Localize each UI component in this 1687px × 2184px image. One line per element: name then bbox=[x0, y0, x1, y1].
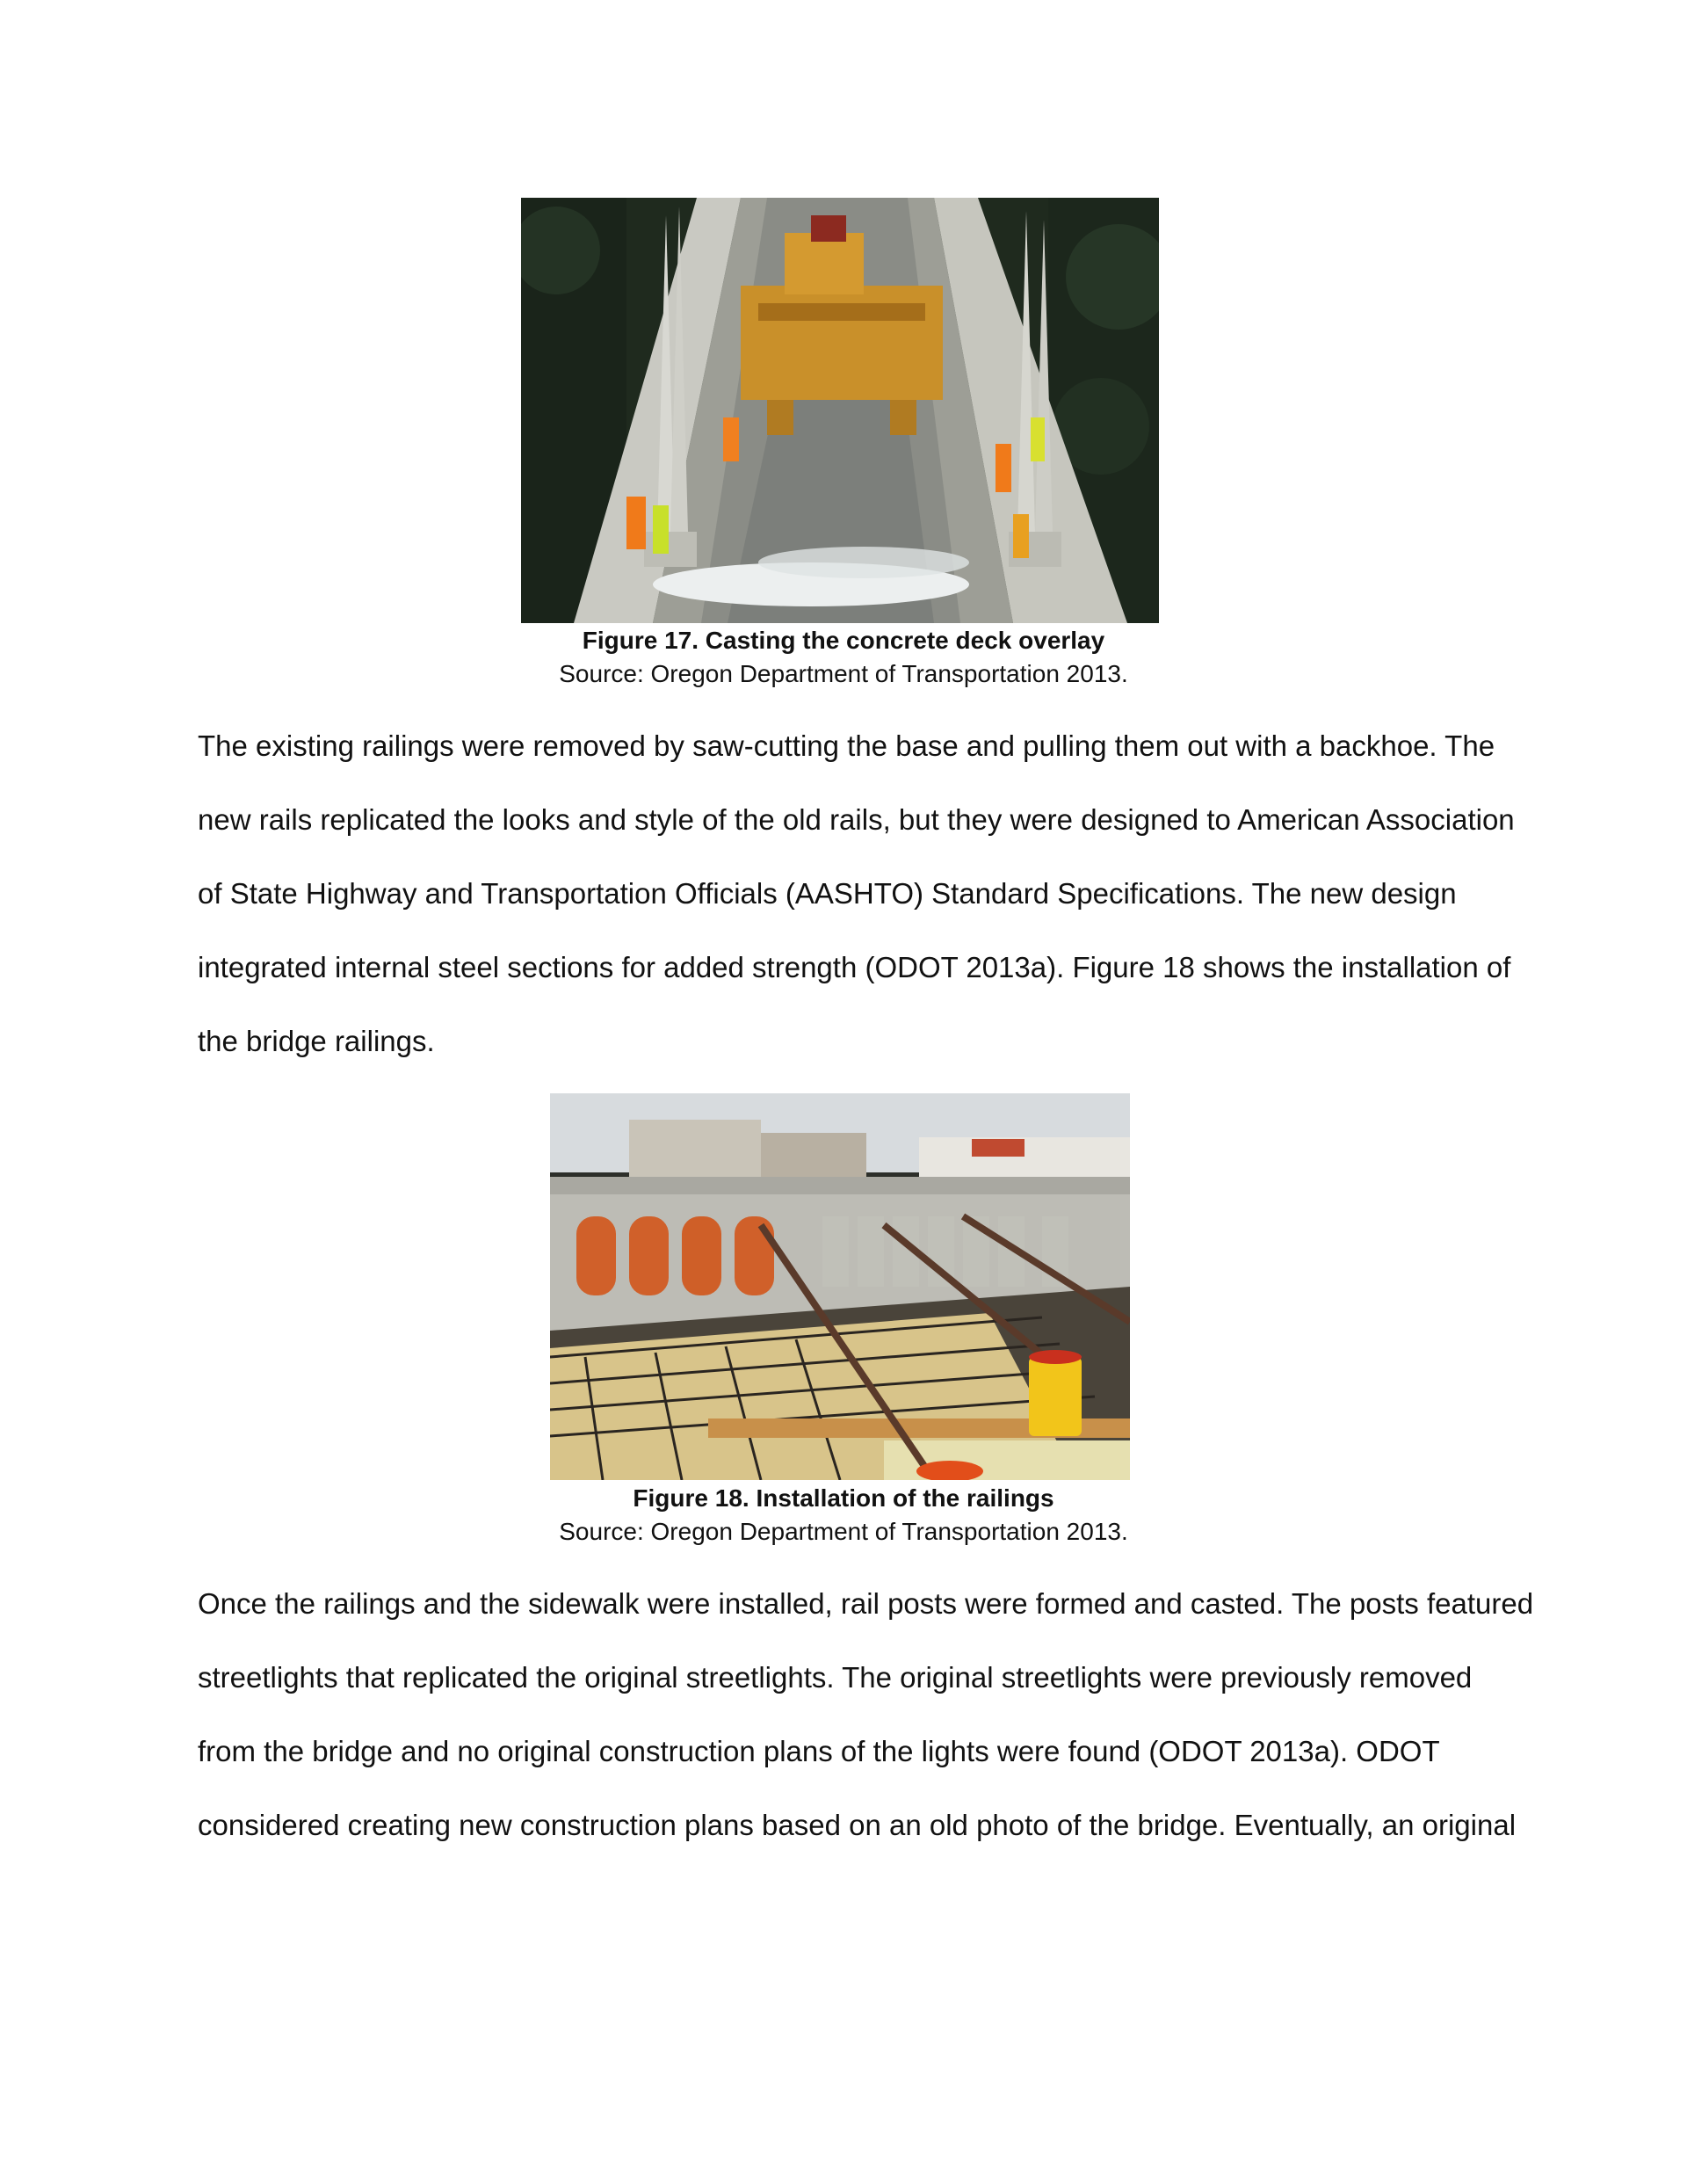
paragraph-1-line-1: The existing railings were removed by saw-cutting the base and pulling them out with a backhoe. The bbox=[198, 729, 1495, 762]
paragraph-2-line-4: considered creating new construction plans based on an old photo of the bridge. Eventually, an original bbox=[198, 1809, 1517, 1841]
paragraph-2-line-1: Once the railings and the sidewalk were installed, rail posts were formed and casted. The posts featured bbox=[198, 1587, 1534, 1620]
paragraph-1-line-2: new rails replicated the looks and style of the old rails, but they were designed to American Association bbox=[198, 803, 1515, 836]
figure-17-photo bbox=[521, 198, 1159, 623]
paragraph-1-line-3: of State Highway and Transportation Officials (AASHTO) Standard Specifications. The new design bbox=[198, 877, 1457, 910]
railing-installation-illustration bbox=[550, 1093, 1130, 1480]
figure-17-source: Source: Oregon Department of Transportation 2013. bbox=[559, 660, 1128, 687]
figure-17-title: Figure 17. Casting the concrete deck overlay bbox=[582, 627, 1105, 654]
figure-18-photo bbox=[550, 1093, 1130, 1480]
paragraph-1-line-4: integrated internal steel sections for added strength (ODOT 2013a). Figure 18 shows the installation of bbox=[198, 951, 1511, 983]
bridge-deck-casting-illustration bbox=[521, 198, 1159, 623]
paragraph-2-line-2: streetlights that replicated the original streetlights. The original streetlights were previously removed bbox=[198, 1661, 1473, 1694]
figure-18-title: Figure 18. Installation of the railings bbox=[633, 1484, 1054, 1512]
paragraph-1-line-5: the bridge railings. bbox=[198, 1025, 435, 1057]
figure-18-source: Source: Oregon Department of Transportation 2013. bbox=[559, 1518, 1128, 1545]
paragraph-2-line-3: from the bridge and no original construction plans of the lights were found (ODOT 2013a). ODOT bbox=[198, 1735, 1440, 1767]
